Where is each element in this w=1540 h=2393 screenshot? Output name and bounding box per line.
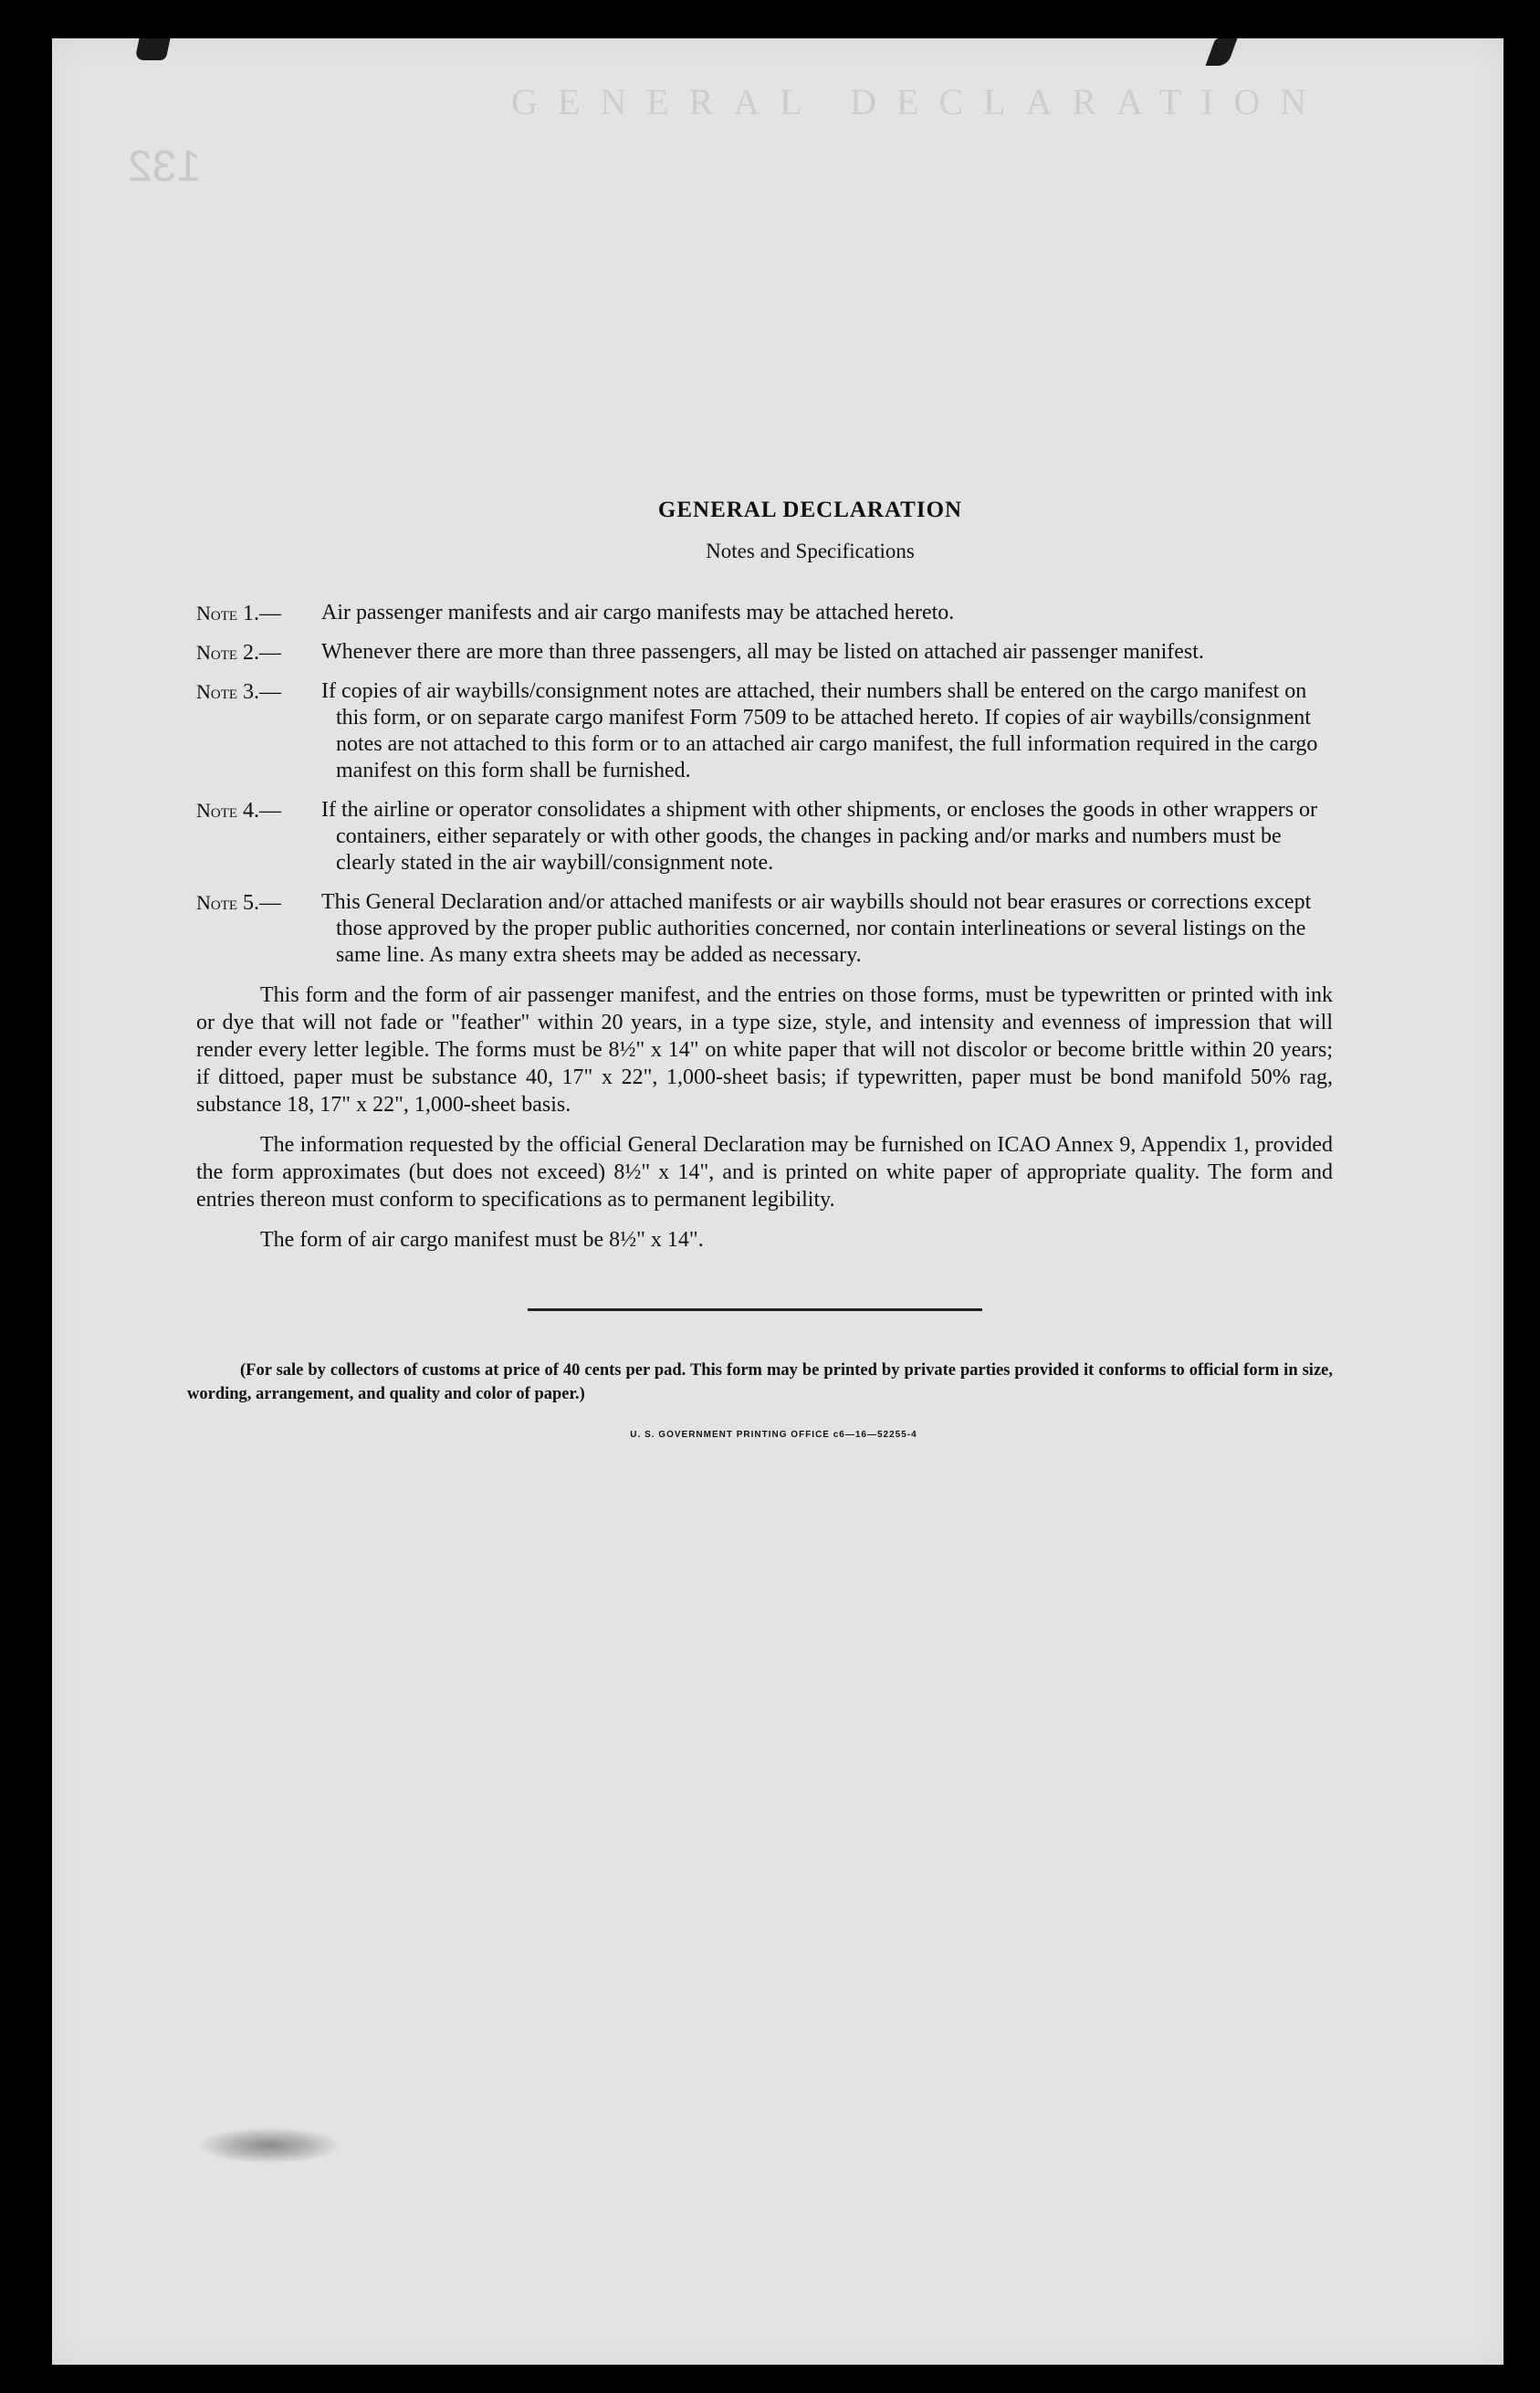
note-label: Note 1.—: [196, 602, 282, 625]
bleed-through-number: 132: [128, 142, 202, 191]
document-subtitle: Notes and Specifications: [706, 540, 915, 562]
note-text: Whenever there are more than three passengers, all may be listed on attached air passenger manifest.: [321, 640, 1204, 664]
note-1: [196, 600, 1333, 626]
note-text: If the airline or operator consolidates a shipment with other shipments, or encloses the goods in other wrappers or containers, either separately or with other goods, the changes in packing and/or marks and numbers must be clearly stated in the air waybill/consignment note.: [321, 798, 1318, 875]
sale-note: (For sale by collectors of customs at price of 40 cents per pad. This form may be printed by private parties provided it conforms to official form in size, wording, arrangement, and quality and color of paper.): [187, 1361, 1333, 1403]
note-text: This General Declaration and/or attached manifests or air waybills should not bear erasures or corrections except those approved by the proper public authorities concerned, nor contain interlineations or several listings on the same line. As many extra sheets may be added as necessary.: [321, 890, 1312, 967]
note-text: Air passenger manifests and air cargo manifests may be attached hereto.: [321, 601, 955, 624]
note-text: If copies of air waybills/consignment notes are attached, their numbers shall be entered on the cargo manifest on this form, or on separate cargo manifest Form 7509 to be attached hereto. If copies of air waybills/consignment notes are not attached to this form or to an attached air cargo manifest, the full information required in the cargo manifest on this form shall be furnished.: [321, 679, 1318, 782]
document-content: [187, 498, 1333, 1440]
divider-rule: [528, 1308, 982, 1311]
ink-smudge: [196, 2127, 342, 2164]
paragraph-form-specs: This form and the form of air passenger manifest, and the entries on those forms, must be typewritten or printed with ink or dye that will not fade or "feather" within 20 years, in a type size, style, and intensity and evenness of impression that will render every letter legible. The forms must be 8½" x 14" on white paper that will not discolor or become brittle within 20 years; if dittoed, paper must be substance 40, 17" x 22", 1,000-sheet basis; if typewritten, paper must be bond manifold 50% rag, substance 18, 17" x 22", 1,000-sheet basis.: [196, 983, 1333, 1117]
note-label: Note 2.—: [196, 641, 282, 665]
paragraph-cargo-manifest-size: The form of air cargo manifest must be 8½" x 14".: [260, 1228, 704, 1252]
note-5: [196, 889, 1333, 969]
note-2: [196, 639, 1333, 666]
gpo-imprint: U. S. GOVERNMENT PRINTING OFFICE c6—16—52255-4: [630, 1430, 917, 1440]
note-3: [196, 678, 1333, 784]
note-label: Note 3.—: [196, 680, 282, 704]
paragraph-icao: The information requested by the official General Declaration may be furnished on ICAO Annex 9, Appendix 1, provided the form approximates (but does not exceed) 8½" x 14", and is printed on white paper of appropriate quality. The form and entries thereon must conform to specifications as to permanent legibility.: [196, 1133, 1333, 1212]
document-title: GENERAL DECLARATION: [657, 498, 963, 522]
bleed-through-title: GENERAL DECLARATION: [511, 81, 1327, 122]
note-label: Note 4.—: [196, 799, 282, 823]
note-4: [196, 797, 1333, 876]
note-label: Note 5.—: [196, 891, 282, 915]
corner-mark-left: [134, 38, 170, 60]
